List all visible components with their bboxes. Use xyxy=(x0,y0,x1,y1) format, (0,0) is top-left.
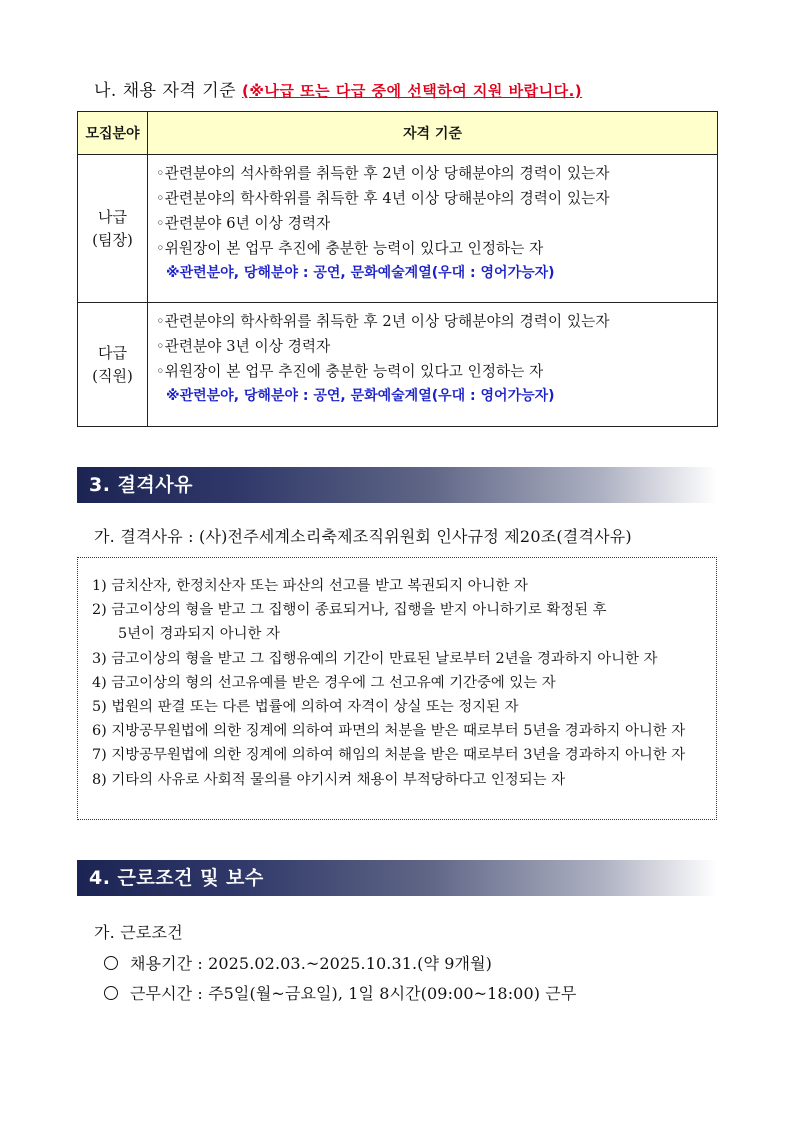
field-role: (직원) xyxy=(92,366,133,385)
section-4-subheading: 가. 근로조건 xyxy=(94,923,183,942)
section-3-subheading: 가. 결격사유 : (사)전주세계소리축제조직위원회 인사규정 제20조(결격사유) xyxy=(94,527,632,546)
list-item: 7) 지방공무원법에 의한 징계에 의하여 해임의 처분을 받은 때로부터 3년을 경과하지 아니한 자 xyxy=(92,747,686,764)
condition-item xyxy=(104,951,492,974)
condition-item xyxy=(104,981,576,1004)
list-item: 5) 법원의 판결 또는 다른 법률에 의하여 자격이 상실 또는 정지된 자 xyxy=(92,699,519,716)
criteria-note: ※관련분야, 당해분야 : 공연, 문화예술계열(우대 : 영어가능자) xyxy=(166,265,555,281)
header-field: 모집분야 xyxy=(78,112,148,155)
field-grade: 다급 xyxy=(98,343,127,362)
table-header-row xyxy=(78,112,718,155)
table-row xyxy=(78,155,718,303)
section-4-title: 4. 근로조건 및 보수 xyxy=(77,860,717,896)
criteria-cell xyxy=(148,155,718,303)
criteria-note: ※관련분야, 당해분야 : 공연, 문화예술계열(우대 : 영어가능자) xyxy=(166,388,555,404)
list-item: 3) 금고이상의 형을 받고 그 집행유예의 기간이 만료된 날로부터 2년을 경과하지 아니한 자 xyxy=(92,650,658,667)
circle-bullet-icon xyxy=(104,956,118,970)
criteria-item: ◦위원장이 본 업무 추진에 충분한 능력이 있다고 인정하는 자 xyxy=(156,240,544,257)
field-grade: 나급 xyxy=(98,207,127,226)
criteria-item: ◦위원장이 본 업무 추진에 충분한 능력이 있다고 인정하는 자 xyxy=(156,363,544,380)
field-cell xyxy=(78,303,148,427)
qualification-heading-note: (※나급 또는 다급 중에 선택하여 지원 바랍니다.) xyxy=(241,82,583,100)
criteria-item: ◦관련분야의 석사학위를 취득한 후 2년 이상 당해분야의 경력이 있는자 xyxy=(156,165,610,182)
disqualification-box xyxy=(77,557,717,820)
list-item: 1) 금치산자, 한정치산자 또는 파산의 선고를 받고 복권되지 아니한 자 xyxy=(92,578,528,594)
condition-text: 근무시간 : 주5일(월~금요일), 1일 8시간(09:00~18:00) 근무 xyxy=(130,984,577,1003)
list-item-continuation: 5년이 경과되지 아니한 자 xyxy=(118,626,280,643)
criteria-item: ◦관련분야의 학사학위를 취득한 후 4년 이상 당해분야의 경력이 있는자 xyxy=(156,190,610,207)
criteria-item: ◦관련분야의 학사학위를 취득한 후 2년 이상 당해분야의 경력이 있는자 xyxy=(156,313,610,330)
table-row xyxy=(78,303,718,427)
qualification-heading xyxy=(94,76,582,101)
field-role: (팀장) xyxy=(92,230,133,249)
list-item: 8) 기타의 사유로 사회적 물의를 야기시켜 채용이 부적당하다고 인정되는 자 xyxy=(92,771,565,788)
field-cell xyxy=(78,155,148,303)
criteria-item: ◦관련분야 3년 이상 경력자 xyxy=(156,338,331,355)
list-item: 6) 지방공무원법에 의한 징계에 의하여 파면의 처분을 받은 때로부터 5년을 경과하지 아니한 자 xyxy=(92,723,686,740)
criteria-cell xyxy=(148,303,718,427)
qualification-heading-text: 나. 채용 자격 기준 xyxy=(94,81,237,101)
qualification-table xyxy=(77,111,718,427)
list-item: 4) 금고이상의 형의 선고유예를 받은 경우에 그 선고유예 기간중에 있는 자 xyxy=(92,674,556,691)
header-criteria: 자격 기준 xyxy=(148,112,718,155)
section-3-title: 3. 결격사유 xyxy=(77,467,717,503)
circle-bullet-icon xyxy=(104,986,118,1000)
list-item: 2) 금고이상의 형을 받고 그 집행이 종료되거나, 집행을 받지 아니하기로 확정된 후 xyxy=(92,602,607,619)
criteria-item: ◦관련분야 6년 이상 경력자 xyxy=(156,215,331,232)
condition-text: 채용기간 : 2025.02.03.~2025.10.31.(약 9개월) xyxy=(130,954,493,973)
